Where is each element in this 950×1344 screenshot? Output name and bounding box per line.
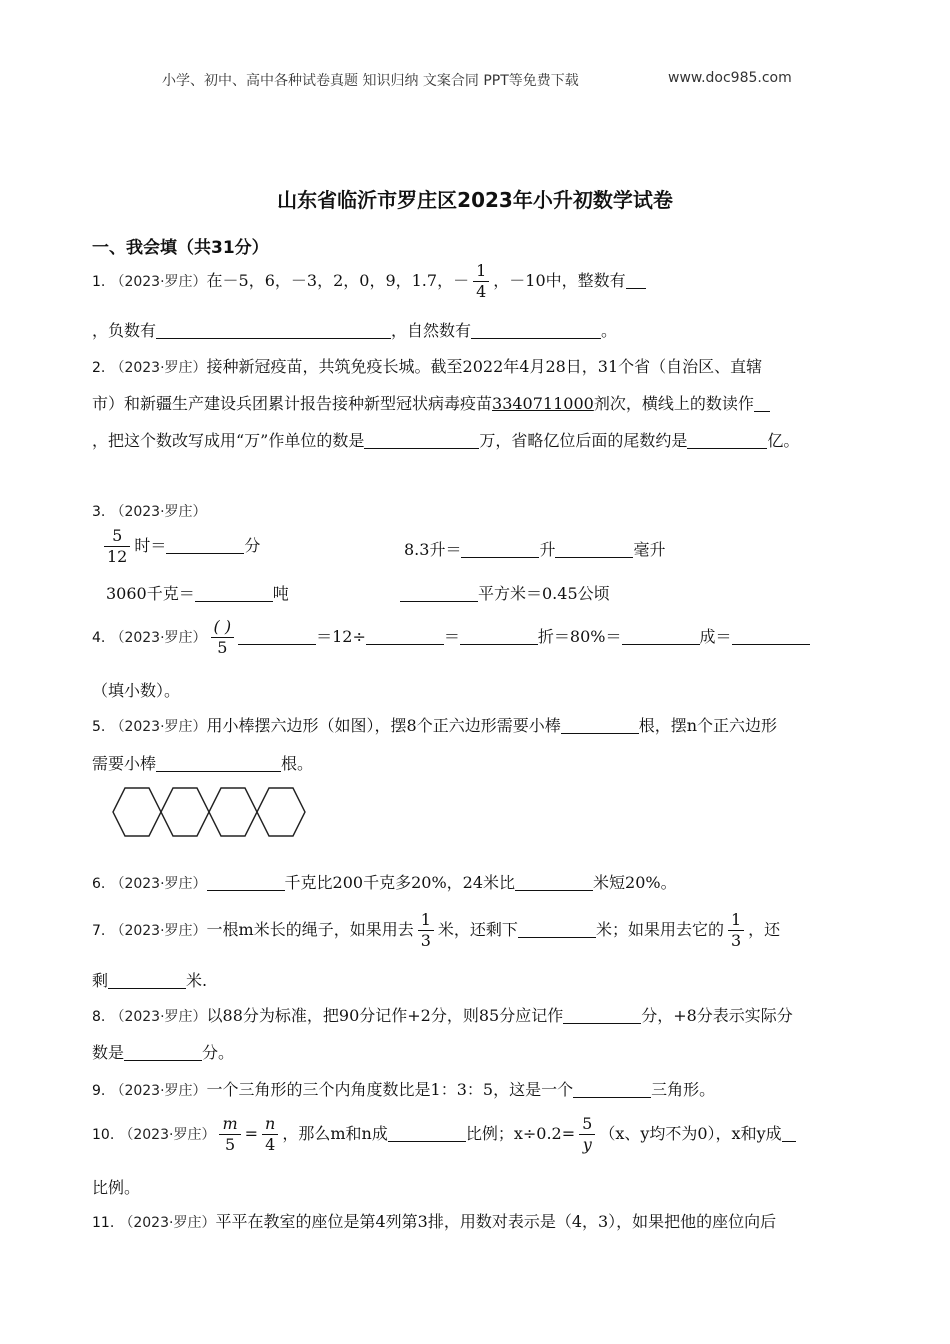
question-number: 10. [92, 1127, 115, 1143]
text: ＝ [443, 627, 460, 646]
question-number: 3. [92, 504, 106, 520]
fraction [728, 910, 744, 951]
text: 米；如果用去它的 [595, 920, 724, 939]
numerator: m [219, 1114, 240, 1135]
text: ，－10中，整数有 [493, 271, 626, 290]
text: 升 [539, 540, 556, 559]
text: 以88分为标准，把90分记作+2分，则85分应记作 [206, 1006, 564, 1025]
numerator: ( ) [211, 617, 235, 638]
question-source: （2023·罗庄） [110, 1083, 207, 1099]
question-source: （2023·罗庄） [110, 630, 207, 646]
text: ，自然数有 [391, 321, 472, 340]
text: 一个三角形的三个内角度数比是1：3：5，这是一个 [206, 1080, 574, 1099]
answer-blank[interactable] [461, 541, 539, 558]
header-site: www.doc985.com [668, 70, 792, 86]
text: ，把这个数改写成用“万”作单位的数是 [92, 431, 365, 450]
question-number: 5. [92, 719, 106, 735]
question-2-line2 [92, 394, 770, 414]
question-7 [92, 910, 780, 951]
question-8 [92, 1006, 793, 1027]
hexagon [257, 788, 305, 836]
denominator: 5 [224, 1135, 236, 1154]
text: 分 [244, 536, 261, 555]
text: ，那么m和n成 [282, 1124, 388, 1143]
page-title: 山东省临沂市罗庄区2023年小升初数学试卷 [277, 188, 673, 212]
text: ＝12÷ [316, 627, 366, 646]
question-3-item-b [404, 540, 665, 560]
text: 分，+8分表示实际分 [641, 1006, 793, 1025]
question-10 [92, 1114, 796, 1155]
answer-blank[interactable] [195, 585, 273, 602]
question-number: 8. [92, 1009, 106, 1025]
text: 8.3升＝ [404, 540, 462, 559]
header-text: 小学、初中、高中各种试卷真题 知识归纳 文案合同 PPT等免费下载 [162, 73, 579, 89]
text: 一根m米长的绳子，如果用去 [206, 920, 414, 939]
answer-blank[interactable] [561, 717, 639, 734]
text: = [244, 1124, 259, 1143]
denominator: 5 [217, 638, 228, 657]
text: 剩 [92, 971, 109, 990]
question-3 [92, 501, 207, 522]
text: 剂次，横线上的数读作 [593, 394, 754, 413]
answer-blank[interactable] [156, 755, 281, 772]
question-2-line3 [92, 431, 799, 451]
text: 成＝ [699, 627, 732, 646]
question-4-cont [92, 681, 180, 701]
text: 3060千克＝ [106, 584, 195, 603]
answer-blank[interactable] [782, 1125, 796, 1142]
text: 吨 [272, 584, 289, 603]
answer-blank[interactable] [366, 628, 444, 645]
question-7-cont [92, 971, 207, 991]
numerator: 5 [104, 526, 130, 547]
question-2 [92, 357, 762, 378]
section-heading: 一、我会填（共31分） [92, 238, 269, 258]
denominator: 3 [730, 931, 742, 950]
text: 市）和新疆生产建设兵团累计报告接种新型冠状病毒疫苗 [92, 394, 493, 413]
fraction [418, 910, 434, 951]
text: 根。 [281, 754, 314, 773]
hexagon [113, 788, 161, 836]
answer-blank[interactable] [166, 537, 244, 554]
answer-blank[interactable] [460, 628, 538, 645]
denominator: 4 [265, 1135, 276, 1154]
answer-blank[interactable] [364, 432, 479, 449]
denominator: 3 [420, 931, 431, 950]
question-number: 11. [92, 1215, 115, 1231]
text: 千克比200千克多20%，24米比 [284, 873, 516, 892]
numerator: 1 [418, 910, 434, 931]
text: 米短20%。 [593, 873, 677, 892]
question-source: （2023·罗庄） [110, 360, 207, 376]
answer-blank[interactable] [471, 322, 601, 339]
text: （填小数）。 [92, 681, 181, 700]
text: ，负数有 [92, 321, 157, 340]
text: ，还 [748, 920, 781, 939]
fraction [473, 261, 489, 302]
question-4 [92, 617, 810, 658]
answer-blank[interactable] [555, 541, 633, 558]
answer-blank[interactable] [108, 972, 186, 989]
text: 接种新冠疫苗，共筑免疫长城。截至2022年4月28日，31个省（自治区、直辖 [206, 357, 763, 376]
answer-blank[interactable] [622, 628, 700, 645]
answer-blank[interactable] [124, 1044, 202, 1061]
question-number: 6. [92, 876, 106, 892]
fraction [579, 1114, 595, 1155]
text: 分。 [202, 1043, 235, 1062]
question-number: 1. [92, 274, 106, 290]
text: 亿。 [767, 431, 800, 450]
text: 需要小棒 [92, 754, 157, 773]
text: 在－5，6，－3，2，0，9，1.7，－ [206, 271, 470, 290]
answer-blank[interactable] [388, 1125, 466, 1142]
question-8-cont [92, 1043, 234, 1063]
text: 折＝80%＝ [537, 627, 622, 646]
text: 万，省略亿位后面的尾数约是 [479, 431, 688, 450]
question-3-item-c [106, 584, 289, 604]
question-1-cont [92, 321, 617, 341]
question-source: （2023·罗庄） [110, 504, 207, 520]
answer-blank[interactable] [754, 395, 770, 412]
question-number: 7. [92, 923, 106, 939]
answer-blank[interactable] [626, 272, 646, 289]
hexagon [161, 788, 209, 836]
question-11 [92, 1212, 776, 1233]
answer-blank[interactable] [563, 1007, 641, 1024]
question-3-item-a [100, 526, 260, 567]
question-5-cont [92, 754, 313, 774]
answer-blank[interactable] [400, 585, 478, 602]
question-number: 4. [92, 630, 106, 646]
hexagon-figure [108, 783, 318, 843]
answer-blank[interactable] [515, 874, 593, 891]
question-1 [92, 261, 646, 302]
question-source: （2023·罗庄） [119, 1215, 216, 1231]
hexagon [209, 788, 257, 836]
fraction [211, 617, 235, 658]
text: 平平在教室的座位是第4列第3排，用数对表示是（4，3），如果把他的座位向后 [215, 1212, 777, 1231]
denominator: y [582, 1135, 592, 1154]
question-source: （2023·罗庄） [110, 1009, 207, 1025]
text: 三角形。 [651, 1080, 716, 1099]
answer-blank[interactable] [573, 1081, 651, 1098]
numerator: n [262, 1114, 278, 1135]
question-source: （2023·罗庄） [119, 1127, 216, 1143]
answer-blank[interactable] [156, 322, 391, 339]
answer-blank[interactable] [207, 874, 285, 891]
text: 根，摆n个正六边形 [638, 716, 778, 735]
question-3-item-d [400, 584, 610, 604]
answer-blank[interactable] [518, 921, 596, 938]
question-number: 9. [92, 1083, 106, 1099]
answer-blank[interactable] [687, 432, 767, 449]
question-source: （2023·罗庄） [110, 876, 207, 892]
question-6 [92, 873, 677, 894]
text: 。 [601, 321, 618, 340]
fraction [219, 1114, 240, 1155]
fraction [104, 526, 130, 567]
text: 数是 [92, 1043, 125, 1062]
text: 比例。 [92, 1178, 141, 1197]
question-source: （2023·罗庄） [110, 719, 207, 735]
underlined-number: 3340711000 [492, 394, 594, 413]
numerator: 1 [728, 910, 744, 931]
text: （x、y均不为0），x和y成 [599, 1124, 782, 1143]
answer-blank[interactable] [732, 628, 810, 645]
question-number: 2. [92, 360, 106, 376]
denominator: 4 [476, 282, 487, 301]
numerator: 5 [579, 1114, 595, 1135]
question-5 [92, 716, 777, 737]
denominator: 12 [107, 547, 128, 566]
fraction [262, 1114, 278, 1155]
text: 毫升 [633, 540, 666, 559]
numerator: 1 [473, 261, 489, 282]
answer-blank[interactable] [238, 628, 316, 645]
text: 米，还剩下 [437, 920, 518, 939]
text: 比例；x÷0.2= [465, 1124, 576, 1143]
text: 平方米＝0.45公顷 [478, 584, 610, 603]
text: 米. [186, 971, 208, 990]
question-9 [92, 1080, 715, 1101]
question-source: （2023·罗庄） [110, 923, 207, 939]
question-source: （2023·罗庄） [110, 274, 207, 290]
question-10-cont [92, 1178, 140, 1198]
text: 时＝ [134, 536, 167, 555]
text: 用小棒摆六边形（如图），摆8个正六边形需要小棒 [206, 716, 561, 735]
